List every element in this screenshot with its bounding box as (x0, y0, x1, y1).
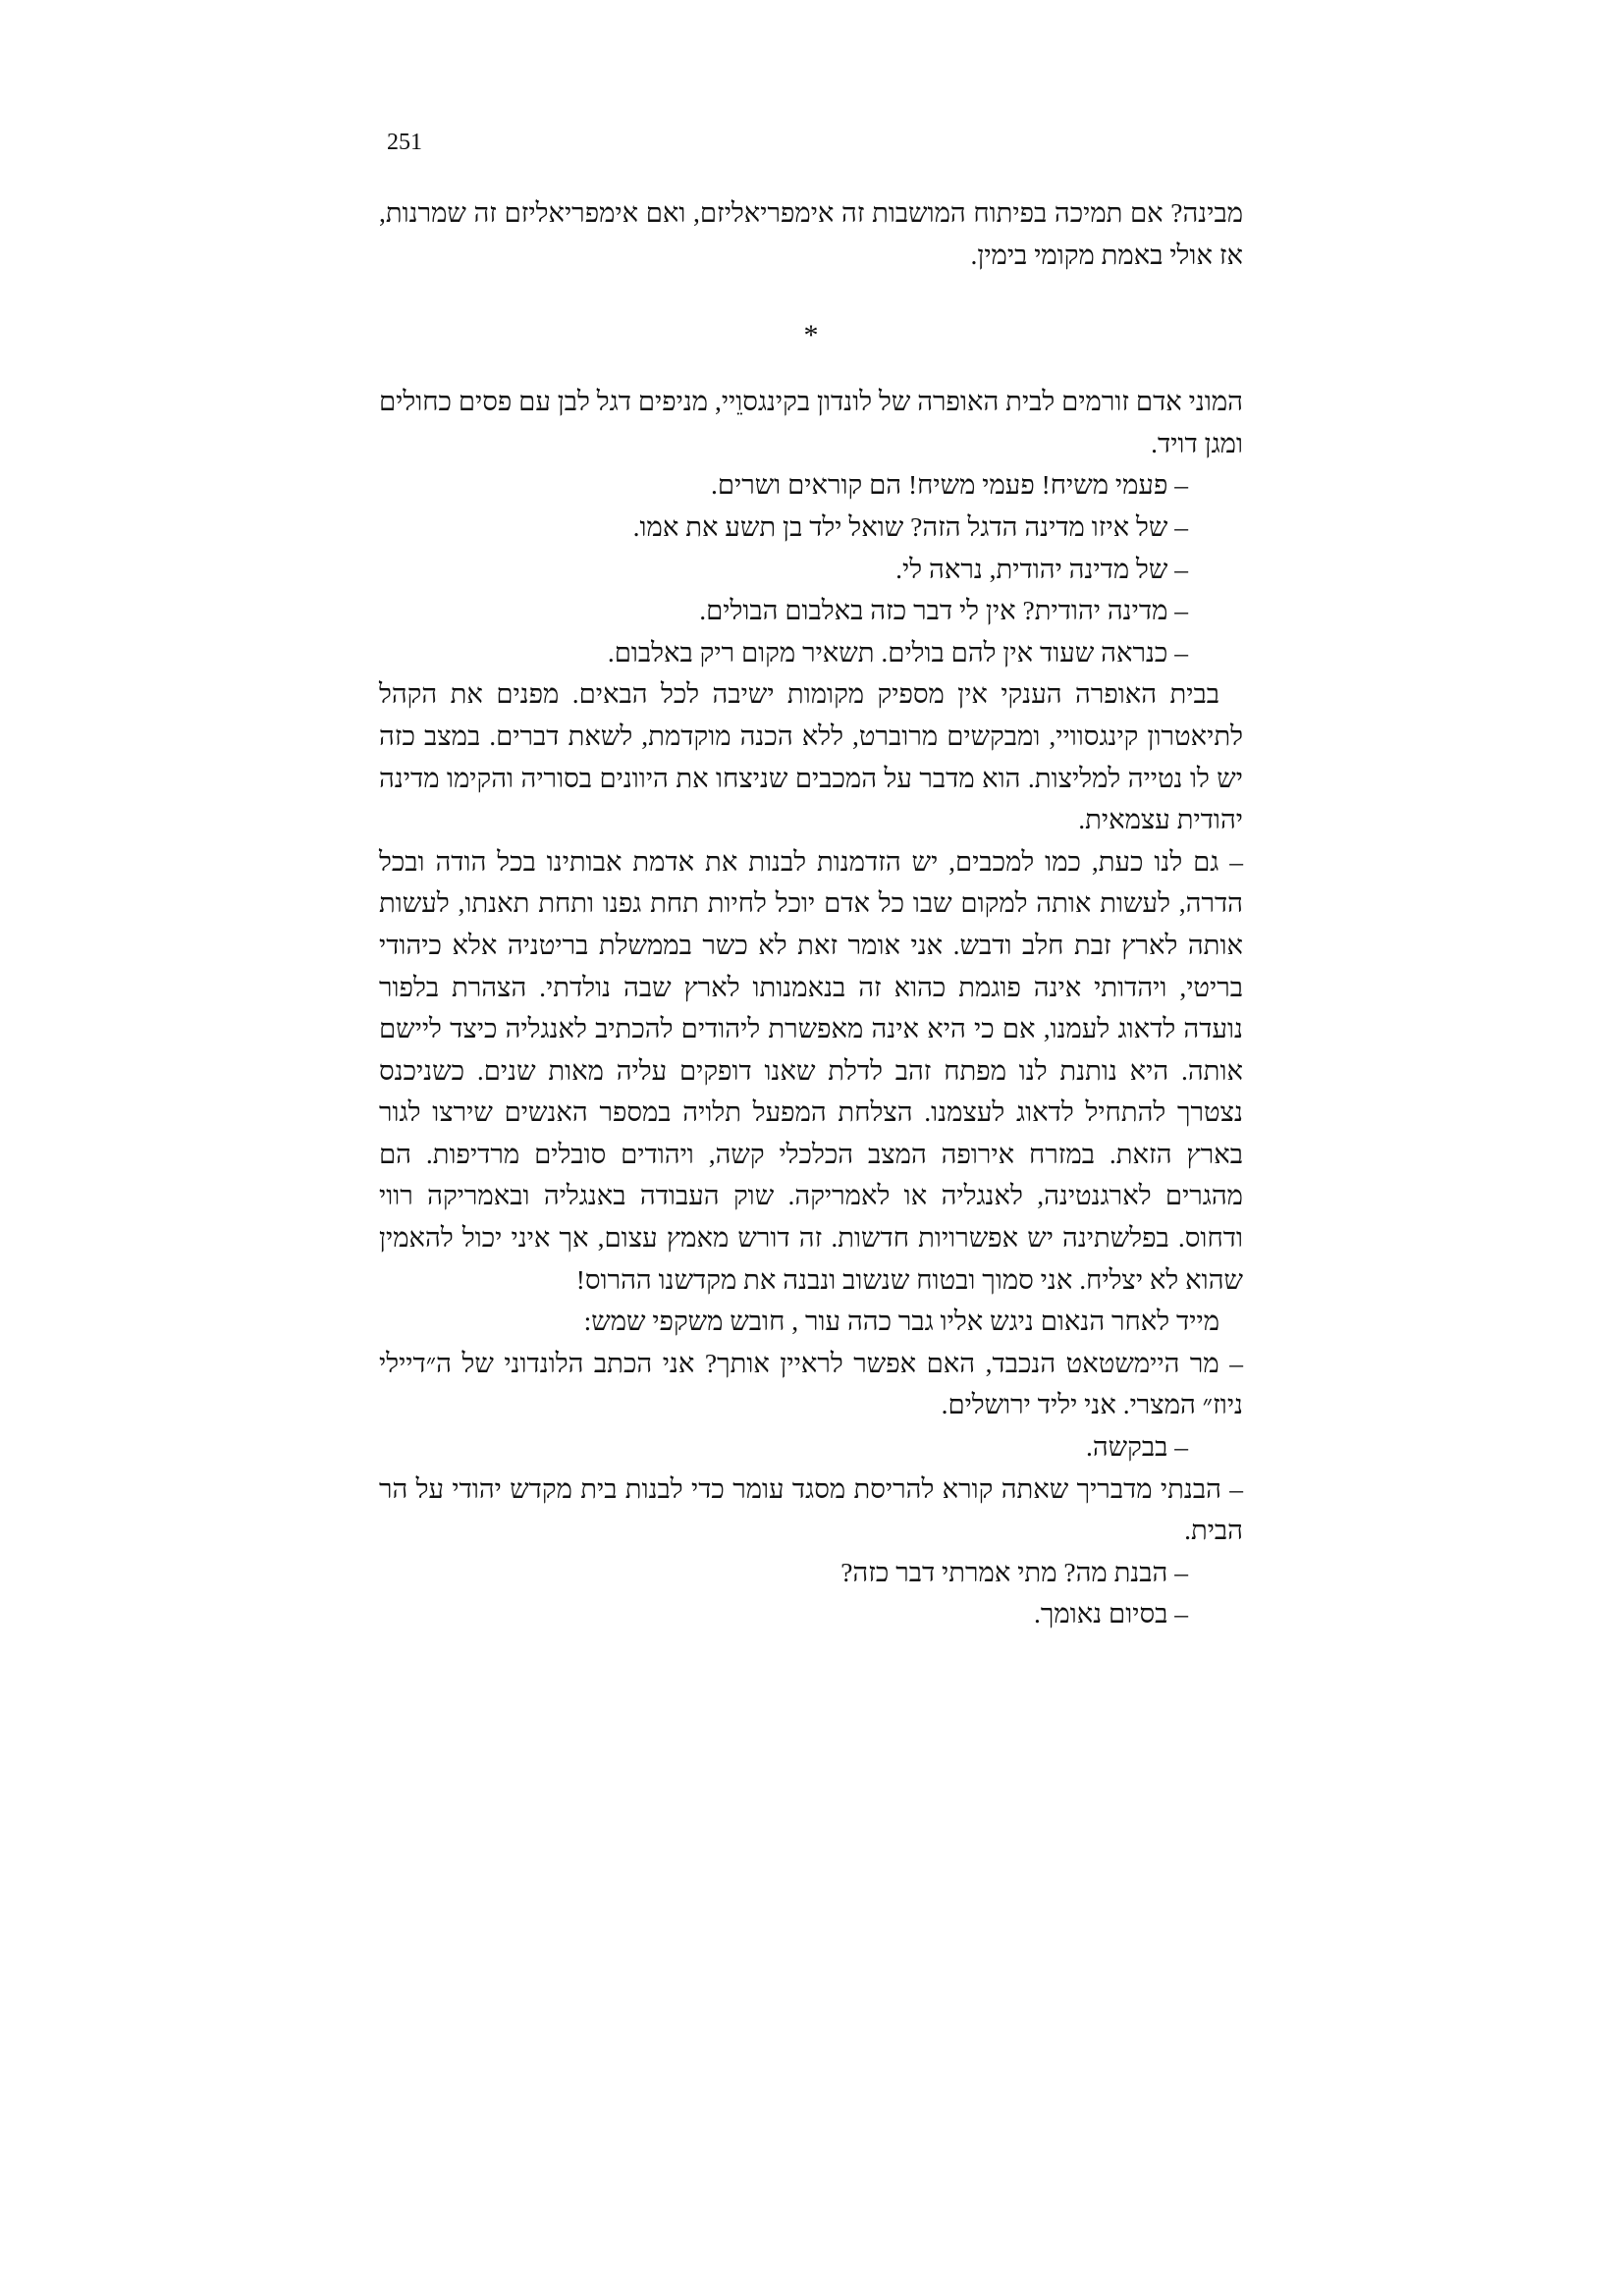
opening-paragraph: מבינה? אם תמיכה בפיתוח המושבות זה אימפריאליזם, ואם אימפריאליזם זה שמרנות, אז אולי באמת מקומי בימין. (379, 197, 1243, 270)
dialog-line-5: – כנראה שעוד אין להם בולים. תשאיר מקום ריק באלבום. (607, 636, 1188, 667)
journalist-claim: – הבנתי מדבריך שאתה קורא להריסת מסגד עומר כדי לבנות בית מקדש יהודי על הר הבית. (379, 1472, 1243, 1546)
scene-paragraph: המוני אדם זורמים לבית האופרה של לונדון בקינגסוֵיי, מניפים דגל לבן עם פסים כחולים ומגן דויד. (379, 386, 1243, 458)
text-column (379, 192, 1243, 1635)
speech-paragraph: – גם לנו כעת, כמו למכבים, יש הזדמנות לבנות את אדמת אבותינו בכל הודה ובכל הדרה, לעשות אותה למקום שבו כל אדם יוכל לחיות תחת גפנו ותחת תאנתו, לעשות אותה לארץ זבת חלב ודבש. אני אומר זאת לא כשר בממשלת בריטניה אלא כיהודי בריטי, ויהדותי אינה פוגמת כהוא זה בנאמנותו לארץ שבה נולדתי. הצהרת בלפור נועדה לדאוג לעמנו, אם כי היא אינה מאפשרת ליהודים להכתיב לאנגליה כיצד ליישם אותה. היא נותנת לנו מפתח זהב לדלת שאנו דופקים עליה מאות שנים. כשניכנס נצטרך להתחיל לדאוג לעצמנו. הצלחת המפעל תלויה במספר האנשים שירצו לגור בארץ הזאת. במזרח אירופה המצב הכלכלי קשה, ויהודים סובלים מרדיפות. הם מהגרים לארגנטינה, לאנגליה או לאמריקה. שוק העבודה באנגליה ובאמריקה רווי ודחוס. בפלשתינה יש אפשרויות חדשות. זה דורש מאמץ עצום, אך איני יכול להאמין שהוא לא יצליח. אני סמוך ובטוח שנשוב ונבנה את מקדשנו ההרוס! (379, 845, 1243, 1295)
journalist-question: – מר היימשטאט הנכבד, האם אפשר לראיין אותך? אני הכתב הלונדוני של ה״דיילי ניוז״ המצרי. אני יליד ירושלים. (379, 1347, 1243, 1420)
opera-paragraph: בבית האופרה הענקי אין מספיק מקומות ישיבה לכל הבאים. מפנים את הקהל לתיאטרון קינגסוויי, ומבקשים מרוברט, ללא הכנה מוקדמת, לשאת דברים. במצב כזה יש לו נטייה למליצות. הוא מדבר על המכבים שניצחו את היוונים בסוריה והקימו מדינה יהודית עצמאית. (379, 678, 1243, 835)
after-speech-paragraph: מייד לאחר הנאום ניגש אליו גבר כהה עור , חובש משקפי שמש: (583, 1306, 1219, 1337)
reply-question: – הבנת מה? מתי אמרתי דבר כזה? (840, 1556, 1188, 1587)
dialog-line-2: – של איזו מדינה הדגל הזה? שואל ילד בן תשע את אמו. (632, 510, 1188, 542)
section-divider: * (803, 319, 819, 352)
dialog-line-1: – פעמי משיח! פעמי משיח! הם קוראים ושרים. (710, 469, 1188, 501)
dialog-line-4: – מדינה יהודית? אין לי דבר כזה באלבום הבולים. (699, 595, 1188, 626)
reply-please: – בבקשה. (1085, 1431, 1188, 1463)
dialog-line-3: – של מדינה יהודית, נראה לי. (895, 553, 1188, 584)
page-number: 251 (387, 130, 422, 155)
journalist-end: – בסיום נאומך. (1034, 1598, 1188, 1629)
